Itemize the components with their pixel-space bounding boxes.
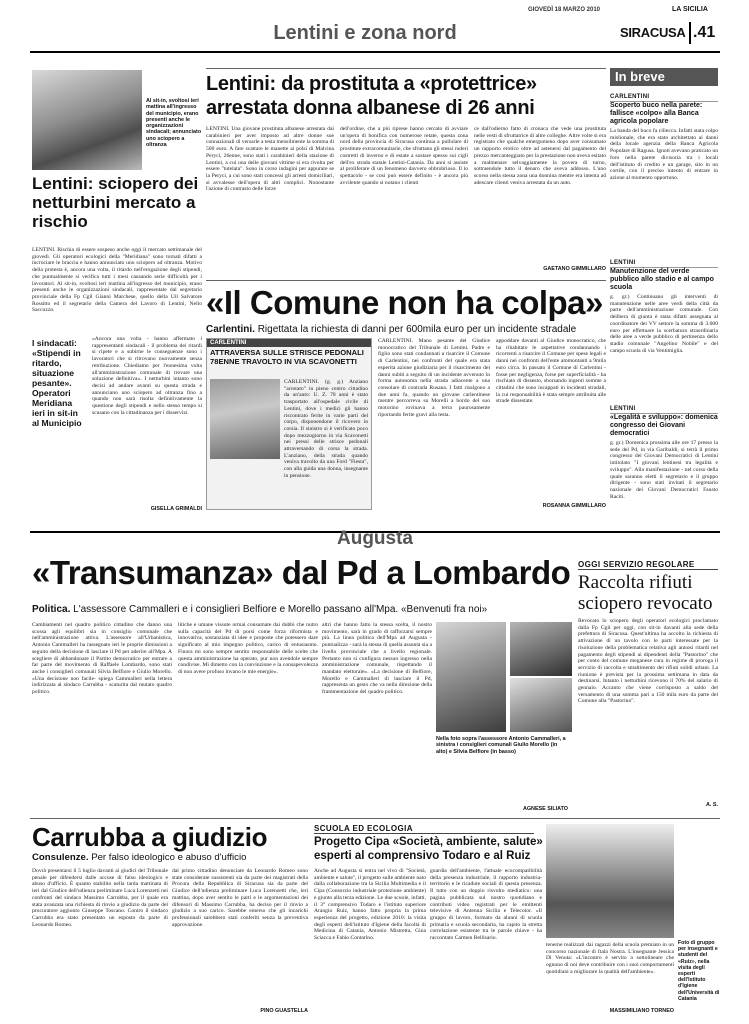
inbreve-item-1-section: CARLENTINI <box>610 94 718 102</box>
story4-signature: AGNESE SILIATO <box>522 806 568 812</box>
story1-photo <box>32 70 142 170</box>
story3-box-section: CARLENTINI <box>207 339 371 347</box>
story1-caption: Al sit-in, svoltosi ieri mattina all'ingresso del municipio, erano presenti anche le organizzazioni sindacali; annunciato uno sciopero a oltranza <box>146 98 202 149</box>
masthead-city: SIRACUSA <box>620 25 686 40</box>
story6-kicker: Consulenze. <box>32 852 89 863</box>
page-number: .41 <box>693 24 716 41</box>
masthead-paper: LA SICILIA <box>672 6 708 13</box>
masthead-divider <box>689 22 691 44</box>
story3-box-headline: ATTRAVERSA SULLE STRISCE PEDONALI 78ENNE TRAVOLTO IN VIA SCAVONETTI <box>210 348 364 366</box>
story3-kicker: Carlentini. <box>206 324 255 335</box>
story5-signature: A. S. <box>706 802 718 808</box>
story7-photo <box>546 824 674 938</box>
story7-col3: tenerne realizzati dai ragazzi della scuola premiato in un concorso nazionale di Itala Nostra. L'insegnante Jessica Di Venuta: «L'incontro è servito a sottolineare che ognuno di noi deve contribuire con i suoi comportamenti quotidiani a migliorare la qualità dell'ambiente». <box>546 942 674 975</box>
story4-kicker: Politica. <box>32 604 71 615</box>
story3-col2: appoddare davanti al Giudice monocratico, che ha rihabitato le aspettative condannando i ricorrenti a risarcire il Comune per spese legali e danni nei confronti dell'ente ammontanti a 9mila euro circa. In passato il Comune di Carlentini - fosse per negligenza, forse per superficialità - ha rischiato di dissesto, sborsando ingenti somme a cittadini che sono incappati in incidenti stradali, la cui responsabilità è stata sempre attribuita alle strade dissestate. <box>496 338 606 405</box>
story1-pull: I sindacati: «Stipendi in ritardo, situazione pesante». Operatori Meridiana ieri in sit-in al Municipio <box>32 338 82 428</box>
story6-col1: Dovrà presentarsi il 5 luglio davanti ai giudici del Tribunale penale per difendersi dalle accuse di falso ideologico e abuso d'ufficio. È quanto stabilito nella tarda mattinata di ieri dal Giudice dell'udienza preliminare Luca Lorenzetti nei confronti del sindaco Massimo Carrubba, per il quale era stata avanzata una richiesta di rinvio a giudizio da parte del procuratore aggiunto Giuseppe Toscano. Contro il sindaco Carrubba era stato presentato un esposto da parte di Leonardo Romeo. <box>32 868 168 928</box>
story7-col1: Anche ad Augusta si entra nel vivo di "Società, ambiente e salute", il progetto sulle ambiente nato dalla collaborazione tra la Sicilia Multimedia e il Cipa (Consorzio industriale protezione ambiente) e giunto alla terza edizione. Le due scuole, infatti, il 3° comprensivo Todaro e l'istituto superiore Arangio Ruiz, hanno fatto propria la prima esperienza del progetto, edizione 2010: la visita degli esperti dell'istituto d'Igiene della facoltà di Medicina di Catania, Antonio Mistretta, Gina Sciacca e Fabio Contarino. <box>314 868 426 942</box>
story4-photo-morello <box>510 622 572 676</box>
inbreve-item-1-body: La banda del buco fa ciliecca. Infatti stata colpo mislionale, che era stato architettato ai danni della locale agenzia della Banca Agricola Popolare di Ragusa. Ignoti avevano praticato un foro nella parete divisoria tra i locali dell'istituto di credito e un garage, sito in un cortile, con il preciso intento di entrare in azione al momento opportuno. <box>610 128 718 181</box>
story4-col2: litiche e umane vissute ormai consumate dai dubbi che nutro sulla capacità del Pd di porsi come forza riformista e innovativa, sostanziata di idee e proposte che potessero dare significato al mio impegno politico, carico di entusiasmo. Finora mi sono sempre sentito responsabile delle scelte che questa amministrazione ha operato, pur non avendole sempre condivise. Mi dimetto con la convinzione e la consapevolezza di non avere profuso invano le mie energie». <box>178 622 318 675</box>
story4-deck <box>32 604 572 615</box>
story2-signature: GAETANO GIMMILLARO <box>543 266 606 272</box>
story4-photo-main <box>436 622 506 732</box>
masthead-date: GIOVEDÌ 18 MARZO 2010 <box>528 7 601 13</box>
story4-col3: altri che hanno fatto la stessa scelta, il nostro movimento, sarà in grado di rafforzarsi sempre più. La linea politica dell'Mpa ad Augusta - puntualizza - sarà la stessa di quella assunta sia a livello provinciale che a livello regionale. Pertanto non si configura nessun ingresso nella amministrazione comunale, rispettando il mandato elettorale». «La decisione di Belfiore, Morello e Cammalleri di lasciare il Pd, rappresenta un gesto che va nella direzione della frammentazione del quadro politico. <box>322 622 432 696</box>
story7-col2: guardia dell'ambiente, l'attuale ecocompatibilità della presenza industriale, il rapporto industria-territorio e le ricadute sociali di questa presenza. Il tutto con un doppio risvolto mediatico: una pagina pubblicata sul nostro quotidiano e contributi video registrati per le emittenti televisive di Antenna Sicilia e Telecolor. «Il gruppo di lavoro, formato da alunni di scuola primaria e scuola secondaria, ha capito la stretta correlazione esistente tra le parole chiave - ha raccontato Carmen Bellisario. <box>430 868 542 942</box>
story3-deck-text: Rigettata la richiesta di danni per 600mila euro per un incidente stradale <box>257 324 577 335</box>
story4-photo-caption: Nella foto sopra l'assessore Antonio Cammalleri, a sinistra i consiglieri comunali Giulio Morello (in alto) e Silvia Belfiore (in basso) <box>436 736 566 755</box>
inbreve-column <box>610 90 718 530</box>
story3-headline: «Il Comune non ha colpa» <box>206 284 603 321</box>
story3-deck <box>206 324 606 335</box>
story1-headline: Lentini: sciopero dei netturbini mercato a rischio <box>32 174 199 231</box>
bottom-rule <box>30 818 720 819</box>
story7-signature: MASSIMILIANO TORNEO <box>609 1008 674 1014</box>
section-title-mid: Augusta <box>337 528 413 549</box>
story7-photo-caption: Foto di gruppo per insegnanti e studenti del «Ruiz», nella visita degli esperti dell'Istituto d'Igiene dell'Università di Catania <box>678 940 720 1002</box>
section-title-top: Lentini e zona nord <box>273 22 457 44</box>
story4-col1: Cambiamenti nel quadro politico cittadino che danno una scossa agli equilibri sia in consiglio comunale che nell'amministrazione attiva. L'assessore all'Urbanistica, Antonio Cammalleri ha rassegnato ieri le proprie dimissioni a seguito della decisione di lasciare il Pd per aderire all'Mpa. A scegliere di abbandonare il Partito democratico per entrare a far parte del movimento di Raffaele Lombardo, sono stati anche i consiglieri comunali Silvia Belfiore e Giulio Morello. «Una decisione non facile- spiega Cammalleri nella lettera indirizzata al sindaco Carrubba - scaturita dal mutato quadro politico. <box>32 622 172 696</box>
story4-headline: «Transumanza» dal Pd a Lombardo <box>32 554 571 591</box>
inbreve-item-3-headline: «Legalità e sviluppo»: domenica congresso dei Giovani democratici <box>610 414 718 437</box>
inbreve-item-1-headline: Scoperto buco nella parete: fallisce «colpo» alla Banca agricola popolare <box>610 102 703 125</box>
story5-section: OGGI SERVIZIO REGOLARE <box>578 560 718 570</box>
story4-deck-text: L'assessore Cammalleri e i consiglieri Belfiore e Morello passano all'Mpa. «Benvenuti fra noi» <box>73 604 488 615</box>
story5-body: Revocato lo sciopero degli operatori ecologici proclamato dalla Fp Cgil per oggi, con sit-in davanti alla sede della prefettura di Siracusa. Quest'ultima ha accolto la richiesta di attivazione di un tavolo con le parti interessate per la risoluzione della problematica relativa agli annosi ritardi nel pagamento degli stipendi ai dipendenti della "Pastorino" che per conto del comune meganese cura in regime di proroga il servizio di raccolta e smaltimento dei rifiuti solidi urbani. La riunione è prevista per la prossima settimana in data da destinarsi. Intanto i netturbini ricevono il 70% del salario di gennaio. Accanto che viene corrisposto a saldo del versamento di una somma pari a 150 mila euro da parte del Comune alla "Pastorino". <box>578 618 718 705</box>
story1-signature: GISELLA GRIMALDI <box>150 506 202 512</box>
story1-body2: «Ancora una volta - hanno affermato i rappresentanti sindacali - il problema dei ritardi si ripete e a subirne le conseguenze sono i lavoratori che si ritrovano nuovamente senza retribuzione. Chiediamo per l'ennesima volta all'amministrazione comunale di trovare una soluzione definitiva». I netturbini intanto sono decisi ad andare avanti su questa strada e annunciano uno sciopero ad oltranza fino a quando non sarà risolta definitivamente la questione degli stipendi e nello stesso tempo si scusano con la cittadinanza per i disservizi. <box>92 336 202 416</box>
inbreve-item-2-section: LENTINI <box>610 260 718 268</box>
story5-headline: Raccolta rifiuti sciopero revocato <box>578 572 713 614</box>
story3-top-rule <box>206 280 606 281</box>
story7-section: SCUOLA ED ECOLOGIA <box>314 824 534 834</box>
inbreve-item-2-headline: Manutenzione del verde pubblico allo stadio e al campo scuola <box>610 268 714 291</box>
inbreve-title: In breve <box>615 69 665 84</box>
story6-headline: Carrubba a giudizio <box>32 822 268 852</box>
story2-col2: dell'ordine, che a più riprese hanno cercato di avviare un'opera di bonifica con numerose retate, questa zona nord della provincia di Siracusa continua a pullulare di prostitute extracomunitarie, che sfruttano gli stessi ruderi costretti di inverno e di estate a sostare spesso sui cigli dell'ex strada statale Lentini-Catania. Da anni si assiste al proliferare di un fenomeno davvero obbrobrioso. Il lo spettacolo - se così può essere definito - è ancora più avvilente quando si notano i clienti <box>340 126 468 186</box>
story3-signature: ROSANNA GIMMILLARO <box>542 503 606 509</box>
story6-deck-text: Per falso ideologico e abuso d'ufficio <box>91 852 247 863</box>
story7-headline: Progetto Cipa «Società, ambiente, salute» esperti al comprensivo Todaro e al Ruiz <box>314 836 543 862</box>
inbreve-item-2-body: g. gr.) Continuano gli interventi di manutenzione nelle aree verdi della città da parte dell'amministrazione comunale. Con delibera di giunta è stata difatti assegnata al coordinatore dei VV settore la somma di 3.000 euro per effettuare la scerbatura straordinaria delle aree a verde pubblico di pertinenza dello stadio comunale "Angelino Nobile" e del campo scuola di via Ventimiglia. <box>610 294 718 354</box>
inbreve-item-3-body: g. gr.) Domenica prossima alle ore 17 presso la sede del Pd, in via Garibaldi, si terrà il primo congresso dei Giovani Democratici di Lentini intitolato "I giovani lentinesi tra legalità e sviluppo". Alla manifestazione - nel corso della quale saranno eletti il segretario e il gruppo dirigente - sono stati invitati il segretario nazionale dei Giovani Democratici Fausto Raciti. <box>610 440 718 500</box>
story6-col2: dal primo cittadino denunciate da Leonardo Romeo sono state considerate sussistenti sia da parte dei magistrati della Procura della Repubblica di Siracusa sia da parte del Giudice dell'udienza preliminare Luca Lorenzetti che, ieri mattina, dopo aver sentito le parti e le argomentazioni dei difensori di Massimo Carrubba, ha deciso per il rinvio a giudizio a suo carico. Sarebbe emerso che gli incarichi professionali sarebbero stati conferiti senza la preventiva approvazione. <box>172 868 308 928</box>
inbreve-header <box>610 68 718 86</box>
story2-top-rule <box>206 68 606 69</box>
story2-col1: LENTINI. Una giovane prostituta albanese arrestata dai carabinieri per aver imposto ad altre donne sue connazionali di versarle a testa mensilmente la somma di 500 euro. A fare scattare le manette ai polsi di Malvina Peryci, 26enne, sono stati i carabinieri della stazione di Lentini, a cui una delle giovani vittime si era rivolta per essere "tutelata". Sono in corso indagini per appurare se la Peryci, a cui sono stati concessi gli arresti domiciliari, si avvalesse dell'opera di altri complici. Nonostante l'azione di contrasto delle forze <box>206 126 334 193</box>
inbreve-item-3-section: LENTINI <box>610 406 718 414</box>
story3-box-body: CARLENTINI. (g. g.) Anziano "arrotato" in pieno centro cittadino da un'auto: U. Z. 78 anni è stato trasportato all'ospedale civile di Lentini, dove i medici gli hanno riscontrato ferite in varie parti del corpo, disponendone il ricovero in corsia. Il sinistro si è verificato poco dopo mezzogiorno in via Scavonetti nei pressi delle strisce pedonali attraversando di corsa la strada. L'anziano, della strada quando veniva travolto da una Ford "Fiesta", con alla guida una donna, insegnante in pensione. <box>284 379 368 479</box>
story2-headline: Lentini: da prostituta a «protettrice» arrestata donna albanese di 26 anni <box>206 73 537 119</box>
top-rule <box>30 51 720 53</box>
story3-box <box>206 338 372 510</box>
story1-body: LENTINI. Rischia di essere sospeso anche oggi il mercato settimanale del giovedì. Gli operatori ecologici della "Meridiana" sono tornati difatti a incrociare le braccia e hanno annunciato uno sciopero ad oltranza. Motivo della protesta è, ancora una volta, il ritardo nell'erogazione degli stipendi, che puntualmente si verifica tutti i mesi causando serie difficoltà per i lavoratori. Al sit-in, svoltosi ieri mattina all'ingresso del municipio, erano presenti anche le organizzazioni sindacali, rappresentate dal segretario provinciale della Fp Cgil Gianni Marchese, quello della Uil Salvatore Rossitto ed il segretario della Camera del Lavoro di Lentini, Nello Saccuzzo. <box>32 247 202 314</box>
story6-signature: PINO GUASTELLA <box>260 1008 308 1014</box>
story4-photo-belfiore <box>510 678 572 732</box>
story2-col3: ce dall'odierno fatto di cronaca che vede una prostituta nelle vesti di sfruttatrice di altre colleghe. Altre volte si era registrato che qualche emergumeno dopo aver consumato un rapporto erotico oltre ad astenersi dal pagamento del prezzo mercanteggiato per la prestazione non aveva esitato a malmenare selvaggiamente la povera di turno, sottraendole tutto il denaro che aveva addosso. L'uno scorso nella stessa zona una donnina mentre era intenta ad adescare clienti veniva arrestata da un auto. <box>474 126 606 186</box>
story6-deck <box>32 852 307 863</box>
story3-col1: CARLENTINI. Mano pesante del Giudice monocratico del Tribunale di Lentini. Padre e figlio sono stati condannati a risarcire il Comune di Carlentini, nei confronti del quale era stata esperita azione giudiziaria per il risarcimento dei danni subiti a seguito di un incidente avvenuto in forma autonoma nella strada adiacente a una consolare di contrada Rusana. I fatti risalgono a due anni fa, quando un giovane carlentinese mentre percorreva su Morelli a bordo del suo motorino rovinava a terra paurosamente riportando ferite gravi alla testa. <box>378 338 490 418</box>
